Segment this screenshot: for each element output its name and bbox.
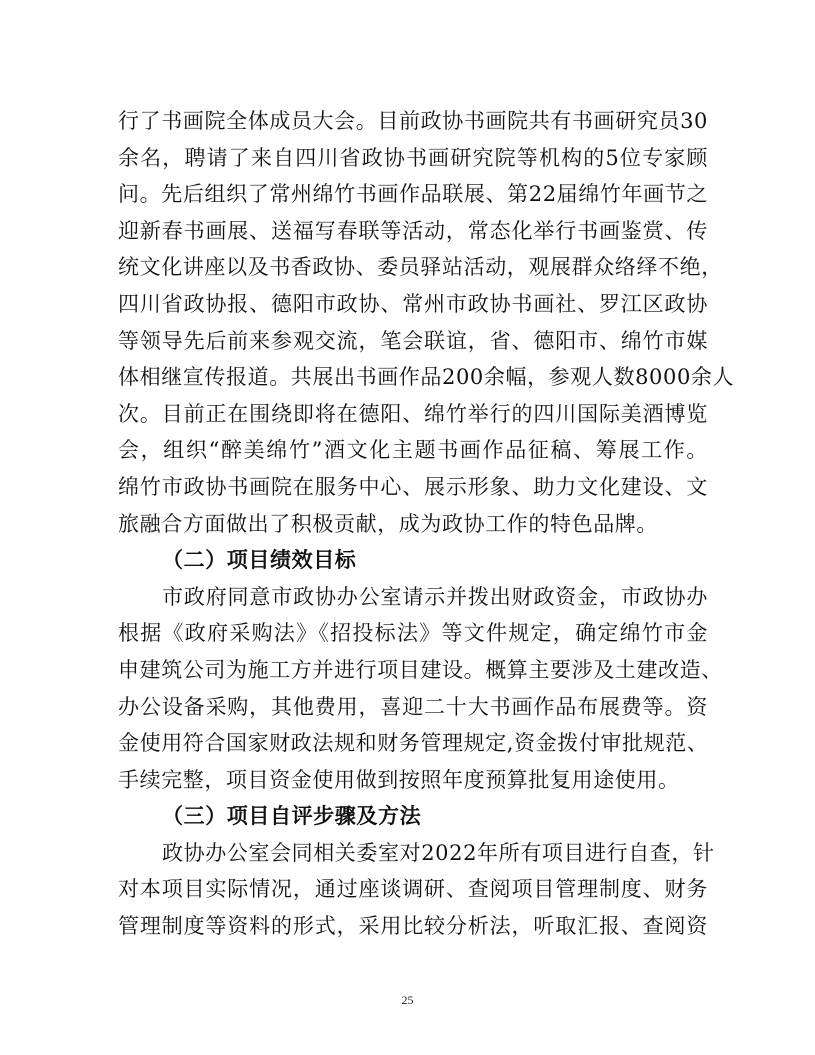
section-heading-performance-goals: （二）项目绩效目标: [162, 548, 357, 573]
text-line: 市政府同意市政协办公室请示并拨出财政资金，市政协办: [162, 584, 708, 609]
text-line: 金使用符合国家财政法规和财务管理规定,资金拨付审批规范、: [118, 731, 709, 756]
text-line: 管理制度等资料的形式，采用比较分析法，听取汇报、查阅资: [118, 914, 708, 939]
section-heading-self-evaluation: （三）项目自评步骤及方法: [162, 804, 422, 829]
text-line: 余名，聘请了来自四川省政协书画研究院等机构的5位专家顾: [118, 145, 708, 170]
text-line: 绵竹市政协书画院在服务中心、展示形象、助力文化建设、文: [118, 474, 708, 499]
text-line: 会，组织“醉美绵竹”酒文化主题书画作品征稿、筹展工作。: [118, 438, 708, 463]
text-line: 办公设备采购，其他费用，喜迎二十大书画作品布展费等。资: [118, 694, 708, 719]
text-line: 政协办公室会同相关委室对2022年所有项目进行自查，针: [162, 840, 715, 865]
text-line: 次。目前正在围绕即将在德阳、绵竹举行的四川国际美酒博览: [118, 401, 708, 426]
document-body: [118, 103, 735, 945]
text-line: 统文化讲座以及书香政协、委员驿站活动，观展群众络绎不绝，: [118, 255, 723, 280]
text-line: 根据《政府采购法》《招投标法》等文件规定，确定绵竹市金: [118, 621, 708, 646]
text-line: 等领导先后前来参观交流，笔会联谊，省、德阳市、绵竹市媒: [118, 328, 708, 353]
text-line: 申建筑公司为施工方并进行项目建设。概算主要涉及土建改造、: [118, 657, 723, 682]
paragraph-project-background: [118, 103, 735, 542]
text-line: 对本项目实际情况，通过座谈调研、查阅项目管理制度、财务: [118, 877, 708, 902]
text-line: 旅融合方面做出了积极贡献，成为政协工作的特色品牌。: [118, 511, 658, 536]
text-line: 手续完整，项目资金使用做到按照年度预算批复用途使用。: [118, 767, 680, 792]
text-line: 问。先后组织了常州绵竹书画作品联展、第22届绵竹年画节之: [118, 182, 708, 207]
paragraph-performance-goals: [118, 579, 723, 799]
text-line: 四川省政协报、德阳市政协、常州市政协书画社、罗江区政协: [118, 291, 708, 316]
text-line: 迎新春书画展、送福写春联等活动，常态化举行书画鉴赏、传: [118, 218, 708, 243]
text-line: 体相继宣传报道。共展出书画作品200余幅，参观人数8000余人: [118, 365, 735, 390]
text-line: 行了书画院全体成员大会。目前政协书画院共有书画研究员30: [118, 109, 708, 133]
page-number: 25: [401, 993, 414, 1007]
paragraph-self-evaluation: [118, 835, 715, 945]
